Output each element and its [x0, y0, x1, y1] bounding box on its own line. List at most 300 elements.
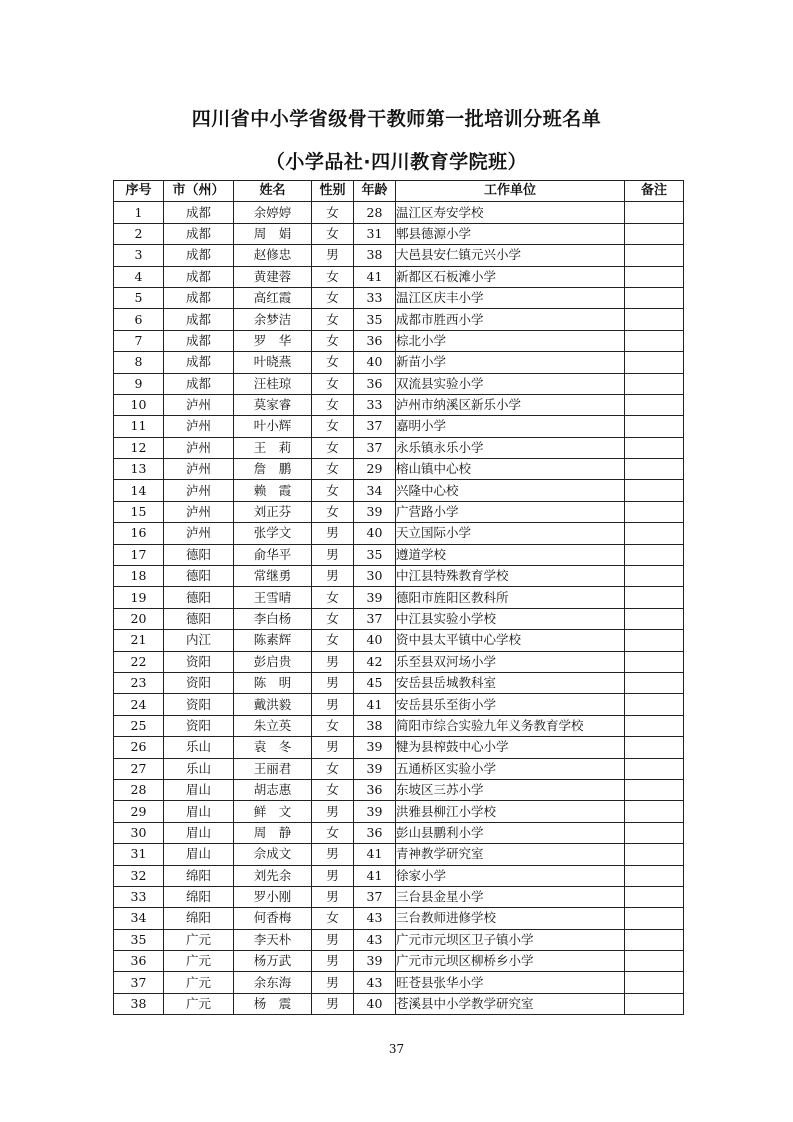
col-remarks-cell [625, 886, 684, 907]
col-name-cell: 叶晓燕 [234, 352, 312, 373]
col-index-cell: 32 [114, 865, 164, 886]
col-gender-cell: 女 [312, 352, 354, 373]
col-gender-cell: 男 [312, 951, 354, 972]
col-age-cell: 36 [354, 779, 396, 800]
col-workplace-cell: 三台教师进修学校 [396, 908, 625, 929]
col-workplace-cell: 三台县金星小学 [396, 886, 625, 907]
col-remarks-cell [625, 972, 684, 993]
col-index-cell: 1 [114, 202, 164, 223]
col-age-cell: 38 [354, 245, 396, 266]
col-gender-cell: 男 [312, 972, 354, 993]
col-age-cell: 41 [354, 844, 396, 865]
col-gender-cell: 男 [312, 737, 354, 758]
col-age-cell: 41 [354, 865, 396, 886]
col-age-cell: 39 [354, 951, 396, 972]
roster-table [113, 180, 684, 1015]
col-gender-cell: 女 [312, 394, 354, 415]
col-city-cell: 德阳 [164, 544, 234, 565]
col-workplace-cell: 犍为县榨鼓中心小学 [396, 737, 625, 758]
col-index-cell: 31 [114, 844, 164, 865]
col-age-cell: 42 [354, 651, 396, 672]
col-workplace-cell: 天立国际小学 [396, 523, 625, 544]
col-name-cell: 赖 霞 [234, 480, 312, 501]
col-workplace-cell: 广元市元坝区卫子镇小学 [396, 929, 625, 950]
col-age-cell: 41 [354, 694, 396, 715]
table-row [114, 630, 684, 651]
table-row [114, 566, 684, 587]
col-gender-cell: 女 [312, 459, 354, 480]
col-age-cell: 35 [354, 544, 396, 565]
table-row [114, 394, 684, 415]
col-name-cell: 王 莉 [234, 437, 312, 458]
col-name-cell: 周 娟 [234, 223, 312, 244]
col-remarks-cell [625, 694, 684, 715]
table-row [114, 223, 684, 244]
col-city-cell: 资阳 [164, 694, 234, 715]
col-age-cell: 45 [354, 672, 396, 693]
col-gender-cell: 女 [312, 715, 354, 736]
col-city-cell: 德阳 [164, 587, 234, 608]
col-age-cell: 29 [354, 459, 396, 480]
col-workplace-cell: 中江县实验小学校 [396, 608, 625, 629]
col-age-cell: 35 [354, 309, 396, 330]
col-index-cell: 9 [114, 373, 164, 394]
col-city-cell: 绵阳 [164, 908, 234, 929]
col-index-cell: 13 [114, 459, 164, 480]
col-gender-cell: 女 [312, 608, 354, 629]
col-city-cell: 资阳 [164, 651, 234, 672]
col-index-cell: 15 [114, 501, 164, 522]
col-name-cell: 叶小辉 [234, 416, 312, 437]
col-workplace-cell: 永乐镇永乐小学 [396, 437, 625, 458]
table-header [114, 181, 684, 202]
col-age-cell: 33 [354, 287, 396, 308]
col-remarks-cell [625, 223, 684, 244]
table-row [114, 459, 684, 480]
table-row [114, 373, 684, 394]
col-remarks-cell [625, 202, 684, 223]
col-age-cell: 39 [354, 587, 396, 608]
col-gender-cell: 男 [312, 523, 354, 544]
table-row [114, 737, 684, 758]
table-row [114, 844, 684, 865]
col-city-cell: 成都 [164, 330, 234, 351]
col-city-cell: 成都 [164, 202, 234, 223]
col-age-cell: 43 [354, 908, 396, 929]
table-row [114, 266, 684, 287]
col-remarks-cell [625, 309, 684, 330]
col-name-cell: 俞华平 [234, 544, 312, 565]
col-index-cell: 24 [114, 694, 164, 715]
col-remarks-cell [625, 951, 684, 972]
col-city-cell: 广元 [164, 972, 234, 993]
table-row [114, 352, 684, 373]
table-row [114, 801, 684, 822]
col-index-cell: 7 [114, 330, 164, 351]
col-index-header: 序号 [114, 181, 164, 202]
col-index-cell: 19 [114, 587, 164, 608]
col-age-cell: 43 [354, 929, 396, 950]
col-name-cell: 李天朴 [234, 929, 312, 950]
col-remarks-cell [625, 287, 684, 308]
col-name-cell: 余东海 [234, 972, 312, 993]
col-index-cell: 34 [114, 908, 164, 929]
col-workplace-cell: 温江区庆丰小学 [396, 287, 625, 308]
col-age-cell: 40 [354, 630, 396, 651]
col-workplace-cell: 中江县特殊教育学校 [396, 566, 625, 587]
col-index-cell: 36 [114, 951, 164, 972]
col-city-cell: 泸州 [164, 416, 234, 437]
col-index-cell: 23 [114, 672, 164, 693]
col-index-cell: 27 [114, 758, 164, 779]
col-remarks-cell [625, 651, 684, 672]
col-city-cell: 广元 [164, 951, 234, 972]
col-name-cell: 罗小刚 [234, 886, 312, 907]
col-index-cell: 20 [114, 608, 164, 629]
col-gender-cell: 女 [312, 908, 354, 929]
col-name-cell: 鲜 文 [234, 801, 312, 822]
col-index-cell: 11 [114, 416, 164, 437]
col-remarks-cell [625, 993, 684, 1014]
table-row [114, 758, 684, 779]
col-age-cell: 31 [354, 223, 396, 244]
col-name-cell: 戴洪毅 [234, 694, 312, 715]
col-age-cell: 37 [354, 416, 396, 437]
col-index-cell: 16 [114, 523, 164, 544]
col-age-cell: 33 [354, 394, 396, 415]
col-gender-cell: 女 [312, 287, 354, 308]
table-row [114, 822, 684, 843]
col-workplace-cell: 洪雅县柳江小学校 [396, 801, 625, 822]
col-workplace-cell: 旺苍县张华小学 [396, 972, 625, 993]
col-age-cell: 40 [354, 352, 396, 373]
col-workplace-cell: 五通桥区实验小学 [396, 758, 625, 779]
col-remarks-header: 备注 [625, 181, 684, 202]
col-city-cell: 绵阳 [164, 886, 234, 907]
col-index-cell: 10 [114, 394, 164, 415]
col-remarks-cell [625, 587, 684, 608]
col-remarks-cell [625, 245, 684, 266]
col-name-cell: 佘成文 [234, 844, 312, 865]
col-index-cell: 33 [114, 886, 164, 907]
col-age-header: 年龄 [354, 181, 396, 202]
table-row [114, 480, 684, 501]
col-city-cell: 泸州 [164, 501, 234, 522]
col-workplace-cell: 郫县德源小学 [396, 223, 625, 244]
table-row [114, 523, 684, 544]
col-remarks-cell [625, 437, 684, 458]
col-city-cell: 泸州 [164, 523, 234, 544]
col-city-cell: 泸州 [164, 480, 234, 501]
col-remarks-cell [625, 544, 684, 565]
col-workplace-cell: 温江区寿安学校 [396, 202, 625, 223]
col-index-cell: 35 [114, 929, 164, 950]
table-row [114, 608, 684, 629]
table-row [114, 865, 684, 886]
col-gender-cell: 男 [312, 993, 354, 1014]
col-age-cell: 34 [354, 480, 396, 501]
table-row [114, 972, 684, 993]
col-remarks-cell [625, 501, 684, 522]
col-age-cell: 43 [354, 972, 396, 993]
col-age-cell: 37 [354, 886, 396, 907]
col-name-cell: 余婷婷 [234, 202, 312, 223]
col-workplace-cell: 嘉明小学 [396, 416, 625, 437]
table-row [114, 330, 684, 351]
col-gender-cell: 男 [312, 651, 354, 672]
col-city-cell: 乐山 [164, 737, 234, 758]
table-row [114, 672, 684, 693]
col-gender-cell: 男 [312, 672, 354, 693]
col-remarks-cell [625, 672, 684, 693]
table-row [114, 287, 684, 308]
col-gender-cell: 女 [312, 223, 354, 244]
col-workplace-cell: 简阳市综合实验九年义务教育学校 [396, 715, 625, 736]
col-gender-cell: 男 [312, 801, 354, 822]
col-age-cell: 40 [354, 993, 396, 1014]
col-name-cell: 陈 明 [234, 672, 312, 693]
col-index-cell: 6 [114, 309, 164, 330]
col-age-cell: 39 [354, 801, 396, 822]
col-gender-cell: 女 [312, 758, 354, 779]
col-workplace-cell: 成都市胜西小学 [396, 309, 625, 330]
col-gender-cell: 男 [312, 929, 354, 950]
col-city-cell: 眉山 [164, 822, 234, 843]
col-workplace-cell: 苍溪县中小学教学研究室 [396, 993, 625, 1014]
col-city-cell: 泸州 [164, 437, 234, 458]
col-city-cell: 成都 [164, 373, 234, 394]
col-city-cell: 内江 [164, 630, 234, 651]
col-name-cell: 常继勇 [234, 566, 312, 587]
col-gender-cell: 男 [312, 844, 354, 865]
col-gender-cell: 女 [312, 330, 354, 351]
col-remarks-cell [625, 416, 684, 437]
col-workplace-cell: 东坡区三苏小学 [396, 779, 625, 800]
col-index-cell: 2 [114, 223, 164, 244]
col-age-cell: 39 [354, 501, 396, 522]
col-name-header: 姓名 [234, 181, 312, 202]
col-name-cell: 胡志惠 [234, 779, 312, 800]
col-index-cell: 4 [114, 266, 164, 287]
col-name-cell: 詹 鹏 [234, 459, 312, 480]
col-index-cell: 18 [114, 566, 164, 587]
col-city-cell: 成都 [164, 309, 234, 330]
col-name-cell: 莫家睿 [234, 394, 312, 415]
col-remarks-cell [625, 779, 684, 800]
col-remarks-cell [625, 459, 684, 480]
col-index-cell: 26 [114, 737, 164, 758]
col-name-cell: 张学文 [234, 523, 312, 544]
col-city-cell: 德阳 [164, 566, 234, 587]
col-city-cell: 广元 [164, 929, 234, 950]
col-gender-cell: 男 [312, 566, 354, 587]
col-workplace-cell: 广营路小学 [396, 501, 625, 522]
col-workplace-cell: 大邑县安仁镇元兴小学 [396, 245, 625, 266]
col-city-header: 市（州） [164, 181, 234, 202]
col-gender-cell: 女 [312, 373, 354, 394]
col-index-cell: 37 [114, 972, 164, 993]
col-name-cell: 何香梅 [234, 908, 312, 929]
table-row [114, 309, 684, 330]
col-index-cell: 14 [114, 480, 164, 501]
col-name-cell: 彭启贵 [234, 651, 312, 672]
col-age-cell: 41 [354, 266, 396, 287]
table-row [114, 908, 684, 929]
col-gender-cell: 男 [312, 544, 354, 565]
col-name-cell: 杨万武 [234, 951, 312, 972]
col-remarks-cell [625, 266, 684, 287]
col-remarks-cell [625, 480, 684, 501]
col-remarks-cell [625, 844, 684, 865]
col-name-cell: 汪桂琼 [234, 373, 312, 394]
col-age-cell: 39 [354, 737, 396, 758]
col-workplace-cell: 广元市元坝区柳桥乡小学 [396, 951, 625, 972]
col-remarks-cell [625, 608, 684, 629]
col-gender-cell: 男 [312, 245, 354, 266]
col-city-cell: 成都 [164, 287, 234, 308]
table-row [114, 437, 684, 458]
col-city-cell: 广元 [164, 993, 234, 1014]
col-index-cell: 28 [114, 779, 164, 800]
table-body [114, 202, 684, 1015]
table-row [114, 202, 684, 223]
col-name-cell: 赵修忠 [234, 245, 312, 266]
col-workplace-cell: 乐至县双河场小学 [396, 651, 625, 672]
col-city-cell: 成都 [164, 266, 234, 287]
col-city-cell: 乐山 [164, 758, 234, 779]
table-row [114, 651, 684, 672]
col-index-cell: 30 [114, 822, 164, 843]
col-workplace-cell: 兴隆中心校 [396, 480, 625, 501]
table-row [114, 886, 684, 907]
col-index-cell: 5 [114, 287, 164, 308]
col-gender-cell: 女 [312, 437, 354, 458]
col-gender-cell: 男 [312, 886, 354, 907]
header-row [114, 181, 684, 202]
col-gender-cell: 女 [312, 822, 354, 843]
col-workplace-cell: 棕北小学 [396, 330, 625, 351]
col-remarks-cell [625, 352, 684, 373]
col-city-cell: 眉山 [164, 801, 234, 822]
col-name-cell: 杨 震 [234, 993, 312, 1014]
table-row [114, 929, 684, 950]
col-gender-cell: 女 [312, 202, 354, 223]
col-name-cell: 高红霞 [234, 287, 312, 308]
col-age-cell: 40 [354, 523, 396, 544]
col-workplace-cell: 德阳市旌阳区教科所 [396, 587, 625, 608]
col-gender-header: 性别 [312, 181, 354, 202]
col-gender-cell: 女 [312, 416, 354, 437]
col-remarks-cell [625, 330, 684, 351]
col-gender-cell: 女 [312, 501, 354, 522]
col-remarks-cell [625, 630, 684, 651]
col-city-cell: 眉山 [164, 779, 234, 800]
col-city-cell: 泸州 [164, 394, 234, 415]
col-remarks-cell [625, 523, 684, 544]
table-row [114, 694, 684, 715]
table-row [114, 715, 684, 736]
col-workplace-cell: 资中县太平镇中心学校 [396, 630, 625, 651]
col-remarks-cell [625, 822, 684, 843]
col-index-cell: 17 [114, 544, 164, 565]
document-title: 四川省中小学省级骨干教师第一批培训分班名单 [191, 108, 602, 130]
col-age-cell: 38 [354, 715, 396, 736]
col-name-cell: 李白杨 [234, 608, 312, 629]
table-row [114, 779, 684, 800]
document-subtitle: （小学品社·四川教育学院班） [265, 151, 528, 173]
col-remarks-cell [625, 715, 684, 736]
col-age-cell: 37 [354, 608, 396, 629]
col-city-cell: 绵阳 [164, 865, 234, 886]
col-city-cell: 资阳 [164, 672, 234, 693]
page-number: 37 [388, 1042, 405, 1056]
col-city-cell: 眉山 [164, 844, 234, 865]
col-name-cell: 罗 华 [234, 330, 312, 351]
col-workplace-header: 工作单位 [396, 181, 625, 202]
col-index-cell: 29 [114, 801, 164, 822]
col-remarks-cell [625, 394, 684, 415]
col-city-cell: 德阳 [164, 608, 234, 629]
col-city-cell: 成都 [164, 352, 234, 373]
col-city-cell: 成都 [164, 245, 234, 266]
col-workplace-cell: 徐家小学 [396, 865, 625, 886]
col-gender-cell: 女 [312, 266, 354, 287]
col-age-cell: 36 [354, 822, 396, 843]
table-row [114, 951, 684, 972]
col-workplace-cell: 遵道学校 [396, 544, 625, 565]
col-name-cell: 王雪晴 [234, 587, 312, 608]
col-remarks-cell [625, 801, 684, 822]
col-workplace-cell: 新都区石板滩小学 [396, 266, 625, 287]
table-row [114, 245, 684, 266]
col-gender-cell: 女 [312, 630, 354, 651]
col-workplace-cell: 彭山县鹏利小学 [396, 822, 625, 843]
col-index-cell: 25 [114, 715, 164, 736]
col-index-cell: 22 [114, 651, 164, 672]
col-name-cell: 陈素辉 [234, 630, 312, 651]
col-age-cell: 36 [354, 373, 396, 394]
col-city-cell: 资阳 [164, 715, 234, 736]
table-row [114, 544, 684, 565]
col-age-cell: 30 [354, 566, 396, 587]
col-name-cell: 袁 冬 [234, 737, 312, 758]
col-city-cell: 泸州 [164, 459, 234, 480]
col-age-cell: 37 [354, 437, 396, 458]
col-gender-cell: 女 [312, 587, 354, 608]
col-age-cell: 36 [354, 330, 396, 351]
col-index-cell: 21 [114, 630, 164, 651]
col-workplace-cell: 安岳县岳城教科室 [396, 672, 625, 693]
col-gender-cell: 女 [312, 309, 354, 330]
col-index-cell: 3 [114, 245, 164, 266]
col-remarks-cell [625, 737, 684, 758]
col-name-cell: 朱立英 [234, 715, 312, 736]
col-remarks-cell [625, 929, 684, 950]
col-remarks-cell [625, 908, 684, 929]
col-name-cell: 余梦洁 [234, 309, 312, 330]
col-gender-cell: 男 [312, 694, 354, 715]
col-index-cell: 12 [114, 437, 164, 458]
col-name-cell: 黄建蓉 [234, 266, 312, 287]
col-gender-cell: 女 [312, 779, 354, 800]
table-row [114, 416, 684, 437]
col-name-cell: 刘先余 [234, 865, 312, 886]
col-index-cell: 8 [114, 352, 164, 373]
col-gender-cell: 男 [312, 865, 354, 886]
col-workplace-cell: 青神教学研究室 [396, 844, 625, 865]
col-index-cell: 38 [114, 993, 164, 1014]
table-row [114, 993, 684, 1014]
